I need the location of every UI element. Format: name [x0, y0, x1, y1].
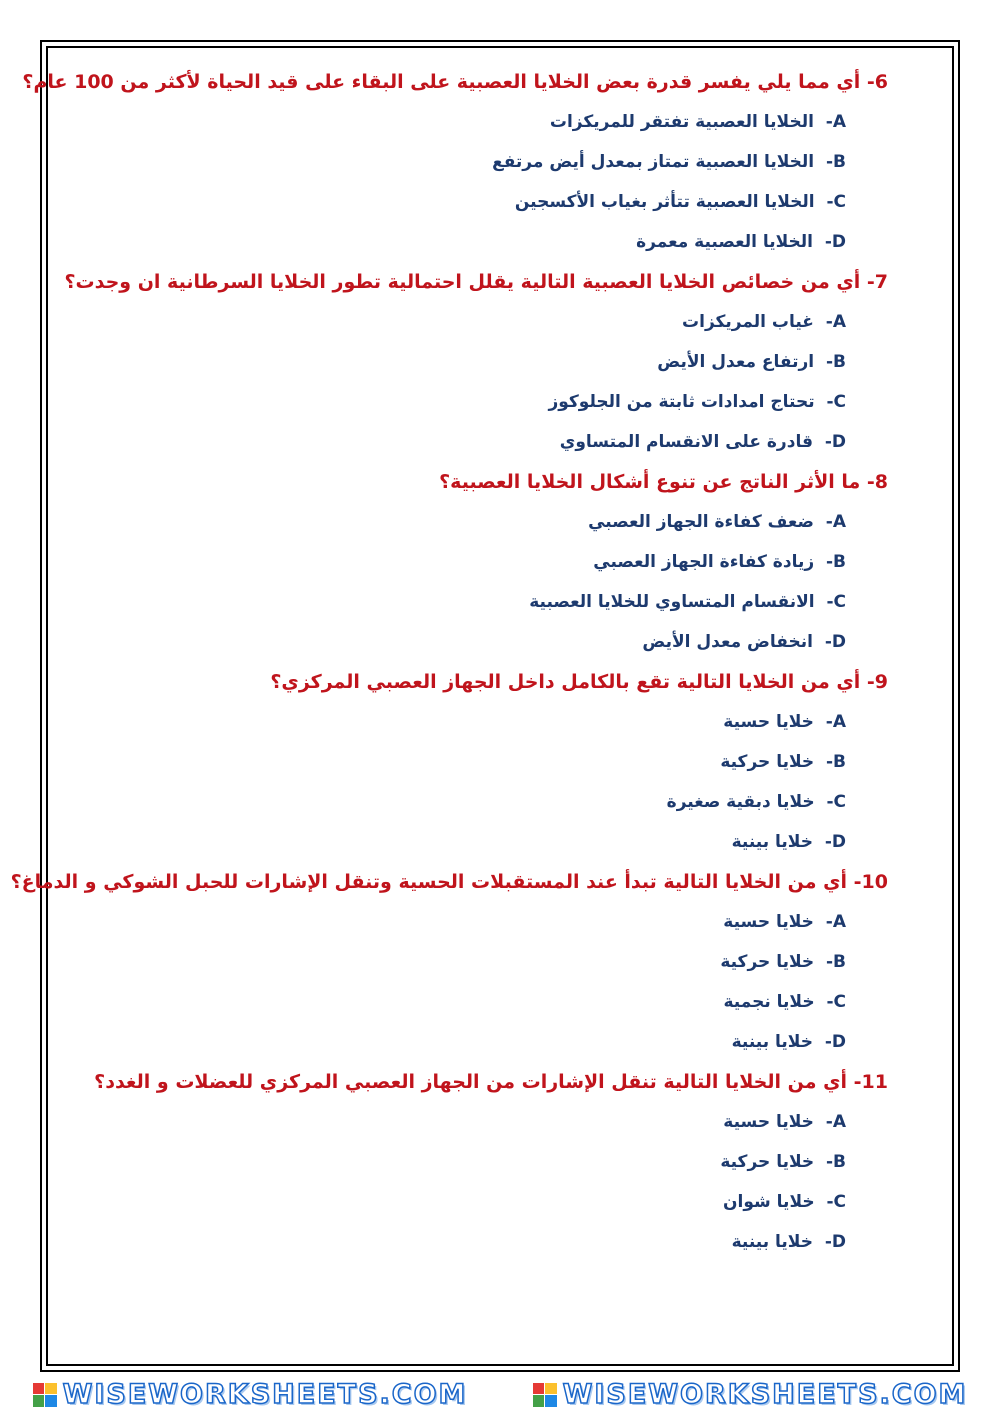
question-9: 9- أي من الخلايا التالية تقع بالكامل داخل الجهاز العصبي المركزي؟ [60, 662, 888, 702]
option-9-d[interactable]: D- خلايا بينية [731, 832, 846, 852]
question-text: أي من الخلايا التالية تقع بالكامل داخل الجهاز العصبي المركزي؟ [270, 671, 861, 693]
option-9-b[interactable]: B- خلايا حركية [720, 752, 846, 772]
question-number: 7 [874, 271, 888, 293]
brand-left[interactable] [33, 1379, 468, 1410]
question-number: 10 [861, 871, 888, 893]
option-6-d[interactable]: D- الخلايا العصبية معمرة [636, 232, 846, 252]
option-11-c[interactable]: C- خلايا شوان [723, 1192, 846, 1212]
option-10-c[interactable]: C- خلايا نجمية [723, 992, 846, 1012]
brand-text: WISEWORKSHEETS.COM [62, 1379, 468, 1410]
option-10-b[interactable]: B- خلايا حركية [720, 952, 846, 972]
question-number: 6 [874, 71, 888, 93]
option-11-d[interactable]: D- خلايا بينية [731, 1232, 846, 1252]
questions-list [10, 62, 888, 1262]
question-7: 7- أي من خصائص الخلايا العصبية التالية يقلل احتمالية تطور الخلايا السرطانية ان وجدت؟ [60, 262, 888, 302]
option-10-a[interactable]: A- خلايا حسية [723, 912, 846, 932]
question-6: 6- أي مما يلي يفسر قدرة بعض الخلايا العصبية على البقاء على قيد الحياة لأكثر من 100 عام؟ [60, 62, 888, 102]
option-8-b[interactable]: B- زيادة كفاءة الجهاز العصبي [593, 552, 846, 572]
option-8-a[interactable]: A- ضعف كفاءة الجهاز العصبي [588, 512, 846, 532]
question-text: ما الأثر الناتج عن تنوع أشكال الخلايا العصبية؟ [439, 471, 861, 493]
option-7-a[interactable]: A- غياب المريكزات [682, 312, 846, 332]
footer-watermark [0, 1376, 1000, 1413]
question-text: أي مما يلي يفسر قدرة بعض الخلايا العصبية على البقاء على قيد الحياة لأكثر من 100 عام؟ [22, 71, 861, 93]
option-6-a[interactable]: A- الخلايا العصبية تفتقر للمريكزات [549, 112, 846, 132]
question-number: 11 [861, 1071, 888, 1093]
wiseworksheets-logo-icon [533, 1383, 557, 1407]
question-number: 8 [874, 471, 888, 493]
brand-right[interactable] [533, 1379, 968, 1410]
option-6-c[interactable]: C- الخلايا العصبية تتأثر بغياب الأكسجين [514, 192, 846, 212]
option-6-b[interactable]: B- الخلايا العصبية تمتاز بمعدل أيض مرتفع [492, 152, 846, 172]
option-11-a[interactable]: A- خلايا حسية [723, 1112, 846, 1132]
question-text: أي من خصائص الخلايا العصبية التالية يقلل احتمالية تطور الخلايا السرطانية ان وجدت؟ [64, 271, 861, 293]
option-8-c[interactable]: C- الانقسام المتساوي للخلايا العصبية [529, 592, 846, 612]
brand-text: WISEWORKSHEETS.COM [562, 1379, 968, 1410]
option-7-c[interactable]: C- تحتاج امدادات ثابتة من الجلوكوز [548, 392, 846, 412]
option-7-b[interactable]: B- ارتفاع معدل الأيض [657, 352, 846, 372]
question-text: أي من الخلايا التالية تنقل الإشارات من الجهاز العصبي المركزي للعضلات و الغدد؟ [94, 1071, 848, 1093]
option-9-a[interactable]: A- خلايا حسية [723, 712, 846, 732]
wiseworksheets-logo-icon [33, 1383, 57, 1407]
question-text: أي من الخلايا التالية تبدأ عند المستقبلات الحسية وتنقل الإشارات للحبل الشوكي و الدماغ؟ [10, 871, 848, 893]
option-8-d[interactable]: D- انخفاض معدل الأيض [642, 632, 846, 652]
option-10-d[interactable]: D- خلايا بينية [731, 1032, 846, 1052]
question-8: 8- ما الأثر الناتج عن تنوع أشكال الخلايا العصبية؟ [60, 462, 888, 502]
question-number: 9 [874, 671, 888, 693]
option-7-d[interactable]: D- قادرة على الانقسام المتساوي [559, 432, 846, 452]
question-10: 10- أي من الخلايا التالية تبدأ عند المستقبلات الحسية وتنقل الإشارات للحبل الشوكي و الدماغ؟ [60, 862, 888, 902]
question-11: 11- أي من الخلايا التالية تنقل الإشارات من الجهاز العصبي المركزي للعضلات و الغدد؟ [60, 1062, 888, 1102]
option-9-c[interactable]: C- خلايا دبقية صغيرة [666, 792, 846, 812]
option-11-b[interactable]: B- خلايا حركية [720, 1152, 846, 1172]
